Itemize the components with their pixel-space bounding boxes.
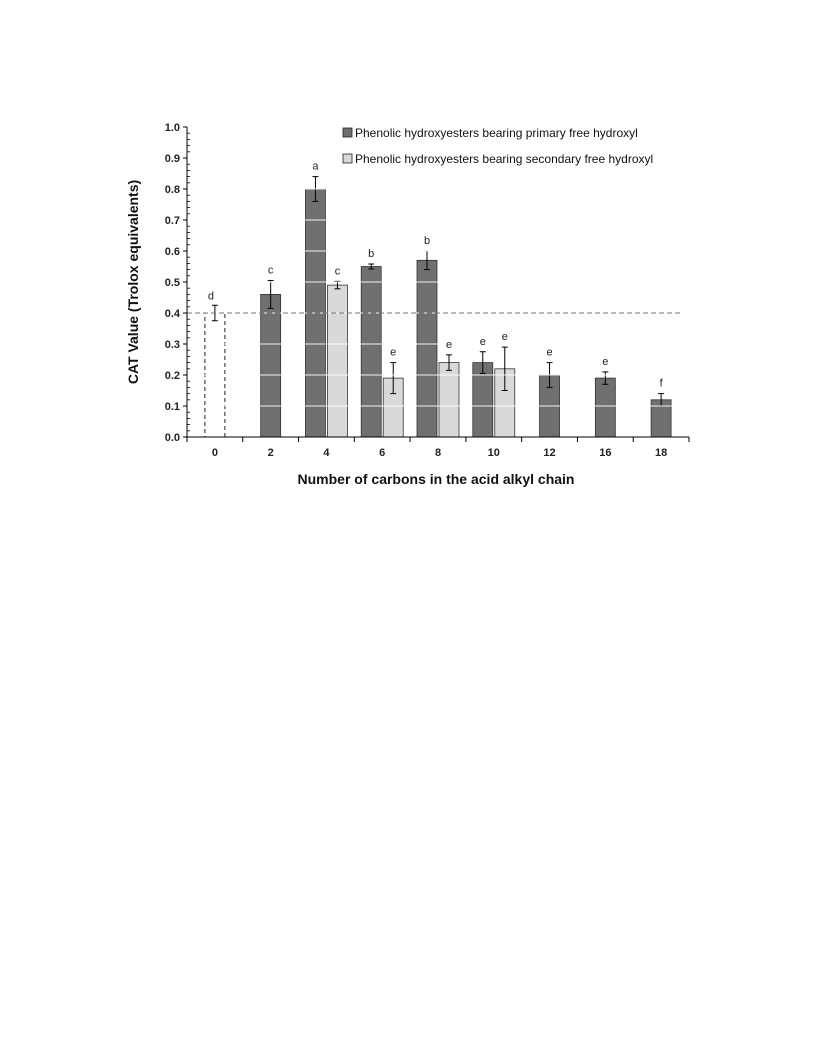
significance-label-s1-8: b: [423, 235, 431, 247]
bar-s2-4: [327, 285, 347, 437]
y-tick-label-6: 0.6: [164, 246, 180, 258]
significance-label-s2-6: e: [390, 346, 397, 359]
y-tick-label-0: 0.0: [164, 432, 180, 444]
bars-layer: [205, 177, 671, 437]
x-tick-label-4: 4: [323, 447, 330, 459]
legend: [343, 126, 653, 166]
x-tick-label-8: 8: [434, 447, 442, 459]
y-tick-label-3: 0.3: [164, 339, 180, 351]
significance-label-s2-8: e: [445, 338, 453, 351]
x-axis-title: Number of carbons in the acid alkyl chain: [297, 471, 575, 487]
legend-label-2: Phenolic hydroxyesters bearing secondary free hydroxyl: [355, 152, 654, 166]
significance-label-s1-16: e: [602, 355, 609, 368]
x-tick-label-12: 12: [543, 447, 556, 459]
bar-s1-6: [361, 267, 381, 438]
bar-s1-2: [261, 294, 281, 437]
significance-label-s2-4: c: [334, 265, 341, 278]
y-tick-label-1: 0.1: [164, 401, 180, 413]
significance-label-s1-18: f: [659, 377, 663, 390]
y-tick-label-4: 0.4: [164, 308, 180, 320]
legend-label-1: Phenolic hydroxyesters bearing primary free hydroxyl: [355, 126, 638, 140]
y-tick-label-5: 0.5: [164, 277, 180, 289]
bar-s2-8: [439, 363, 459, 437]
y-tick-label-8: 0.8: [164, 184, 180, 196]
x-tick-label-0: 0: [211, 447, 218, 459]
significance-label-s1-4: a: [312, 160, 319, 173]
bar-s1-16: [595, 378, 615, 437]
y-tick-label-7: 0.7: [164, 215, 180, 227]
significance-label-s1-2: c: [267, 264, 274, 277]
x-tick-label-2: 2: [267, 447, 274, 459]
x-tick-label-16: 16: [599, 447, 612, 459]
bar-s1-8: [417, 260, 437, 437]
x-tick-label-6: 6: [379, 447, 386, 459]
significance-label-s1-6: b: [368, 248, 375, 261]
significance-label-s1-10: e: [479, 335, 486, 348]
legend-swatch-2: [343, 154, 352, 163]
reference-significance-label: d: [207, 290, 214, 303]
x-tick-label-18: 18: [654, 447, 668, 459]
significance-label-s2-10: e: [501, 331, 508, 344]
x-tick-label-10: 10: [487, 447, 500, 459]
significance-label-s1-12: e: [546, 346, 553, 359]
legend-swatch-1: [343, 128, 352, 137]
y-tick-label-10: 1.0: [164, 122, 180, 134]
y-tick-label-2: 0.2: [164, 370, 180, 382]
y-axis-title: CAT Value (Trolox equivalents): [125, 179, 141, 385]
y-tick-label-9: 0.9: [164, 153, 180, 165]
